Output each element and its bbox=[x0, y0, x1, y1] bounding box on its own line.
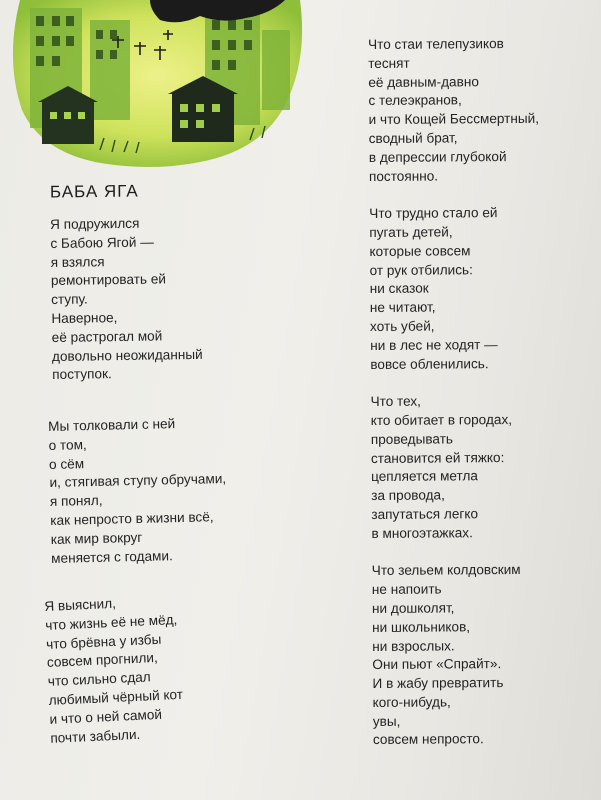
poem-line: довольно неожиданный bbox=[51, 346, 203, 364]
poem-line: ни в лес не ходят — bbox=[370, 336, 498, 353]
poem-line: её растрогал мой bbox=[51, 328, 163, 345]
poem-line: и что Кощей Бессмертный, bbox=[368, 110, 540, 128]
poem-line: проведывать bbox=[370, 431, 454, 447]
poem-line: в многоэтажках. bbox=[371, 524, 473, 541]
poem-line: теснят bbox=[368, 55, 410, 71]
poem-line: меняется с годами. bbox=[51, 547, 173, 566]
poem-line: как непросто в жизни всё, bbox=[50, 509, 214, 528]
poem-line: Я подружился bbox=[50, 215, 140, 232]
poem-line: Мы толковали с ней bbox=[48, 416, 176, 434]
city-illustration bbox=[0, 0, 305, 170]
right-column bbox=[368, 35, 543, 750]
stanza-right-4 bbox=[372, 561, 544, 750]
poem-line: цепляется метла bbox=[371, 468, 478, 485]
poem-line: не читают, bbox=[369, 299, 436, 316]
poem-line: любимый чёрный кот bbox=[48, 686, 184, 708]
poem-line: хоть убей, bbox=[369, 318, 435, 334]
poem-line: кто обитает в городах, bbox=[370, 411, 513, 428]
poem-line: Что зельем колдовским bbox=[371, 562, 521, 579]
poem-line: вовсе обленились. bbox=[370, 355, 489, 372]
stanza-gap bbox=[370, 373, 541, 393]
poem-line: поступок. bbox=[52, 366, 112, 383]
poem-line: что жизнь её не мёд, bbox=[44, 611, 178, 633]
poem-line: которые совсем bbox=[369, 243, 471, 259]
poem-line: за провода, bbox=[371, 487, 445, 504]
poem-line: постоянно. bbox=[368, 168, 439, 184]
poem-title: БАБА ЯГА bbox=[49, 181, 139, 202]
stanza-gap bbox=[369, 185, 540, 205]
poem-line: пугать детей, bbox=[369, 224, 453, 240]
poem-line: её давным-давно bbox=[368, 73, 479, 90]
stanza-right-3 bbox=[370, 392, 541, 544]
poem-line: и, стягивая ступу обручами, bbox=[49, 471, 227, 491]
poem-line: запутаться легко bbox=[371, 506, 479, 522]
poem-line: становится ей тяжко: bbox=[370, 449, 505, 466]
poem-line: Они пьют «Спрайт». bbox=[372, 656, 502, 673]
poem-line: с Бабою Ягой — bbox=[50, 234, 154, 251]
poem-line: ни взрослых. bbox=[372, 637, 455, 654]
poem-line: с телеэкранов, bbox=[368, 92, 462, 109]
poem-line: что сильно сдал bbox=[47, 669, 151, 690]
poem-line: И в жабу превратить bbox=[372, 675, 504, 692]
poem-line: Я выяснил, bbox=[44, 595, 117, 614]
poem-line: Что тех, bbox=[370, 393, 421, 410]
poem-line: я понял, bbox=[49, 492, 103, 510]
stanza-left-1 bbox=[50, 214, 203, 385]
poem-line: увы, bbox=[372, 713, 401, 729]
poem-line: почти забыли. bbox=[50, 726, 141, 746]
stanza-right-2 bbox=[369, 204, 541, 374]
poem-line: совсем прогнили, bbox=[46, 650, 159, 671]
poem-line: и что о ней самой bbox=[49, 706, 163, 727]
poem-line: от рук отбились: bbox=[369, 261, 473, 278]
poem-line: не напоить bbox=[371, 581, 442, 598]
poem-line: что брёвна у избы bbox=[45, 631, 162, 652]
poem-line: ремонтировать ей bbox=[50, 271, 167, 289]
poem-line: о том, bbox=[48, 436, 87, 453]
poem-line: ни школьников, bbox=[372, 619, 471, 635]
poem-line: ни дошколят, bbox=[371, 600, 455, 616]
poem-line: ступу. bbox=[51, 291, 88, 308]
poem-line: о сём bbox=[48, 455, 85, 472]
stanza-gap bbox=[372, 542, 543, 562]
poem-line: ни сказок bbox=[369, 280, 429, 297]
stanza-right-1 bbox=[368, 35, 539, 187]
poem-line: я взялся bbox=[50, 253, 105, 270]
poem-line: Наверное, bbox=[51, 310, 118, 326]
poem-line: сводный брат, bbox=[368, 130, 458, 146]
stanza-left-3 bbox=[44, 592, 185, 748]
poem-line: Что стаи телепузиков bbox=[368, 36, 504, 52]
poem-line: Что трудно стало ей bbox=[369, 205, 498, 222]
poem-line: совсем непросто. bbox=[372, 731, 484, 748]
poem-line: как мир вокруг bbox=[50, 529, 143, 547]
poem-line: кого-нибудь, bbox=[372, 694, 451, 710]
poem-line: в депрессии глубокой bbox=[368, 148, 507, 165]
stanza-left-2 bbox=[48, 414, 228, 568]
